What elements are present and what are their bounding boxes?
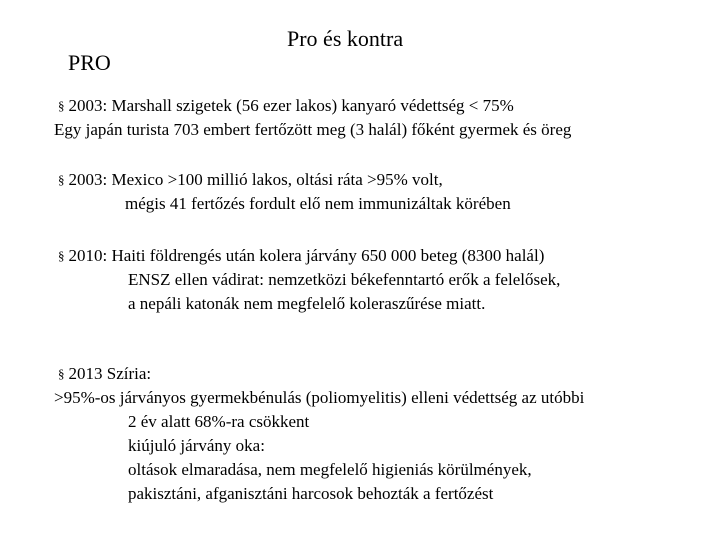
item-4-line-2: >95%-os járványos gyermekbénulás (poliomyelitis) elleni védettség az utóbbi	[54, 388, 585, 407]
bullet-icon: §	[58, 366, 65, 381]
item-3-line-1	[58, 245, 544, 268]
item-4-line-5: oltások elmaradása, nem megfelelő higieniás körülmények,	[128, 460, 532, 479]
item-3-line-2: ENSZ ellen vádirat: nemzetközi békefenntartó erők a felelősek,	[128, 270, 561, 289]
slide-title: Pro és kontra	[287, 26, 404, 51]
item-2-line-1-text: 2003: Mexico >100 millió lakos, oltási ráta >95% volt,	[68, 170, 443, 189]
item-3-line-1-text: 2010: Haiti földrengés után kolera járvány 650 000 beteg (8300 halál)	[68, 246, 545, 265]
item-2-line-2: mégis 41 fertőzés fordult elő nem immunizáltak körében	[125, 194, 511, 213]
item-1-line-1-text: 2003: Marshall szigetek (56 ezer lakos) kanyaró védettség < 75%	[68, 96, 514, 115]
bullet-icon: §	[58, 98, 65, 113]
pro-label: PRO	[68, 50, 111, 75]
bullet-icon: §	[58, 248, 65, 263]
item-1-line-2: Egy japán turista 703 embert fertőzött meg (3 halál) főként gyermek és öreg	[54, 120, 572, 139]
item-4-line-4: kiújuló járvány oka:	[128, 436, 265, 455]
bullet-icon: §	[58, 172, 65, 187]
item-3-line-3: a nepáli katonák nem megfelelő koleraszűrése miatt.	[128, 294, 486, 313]
item-4-line-1-text: 2013 Szíria:	[68, 364, 152, 383]
item-1-line-1	[58, 95, 514, 118]
item-4-line-6: pakisztáni, afganisztáni harcosok behozták a fertőzést	[128, 484, 494, 503]
item-2-line-1	[58, 169, 443, 192]
item-4-line-3: 2 év alatt 68%-ra csökkent	[128, 412, 310, 431]
item-4-line-1	[58, 363, 151, 386]
